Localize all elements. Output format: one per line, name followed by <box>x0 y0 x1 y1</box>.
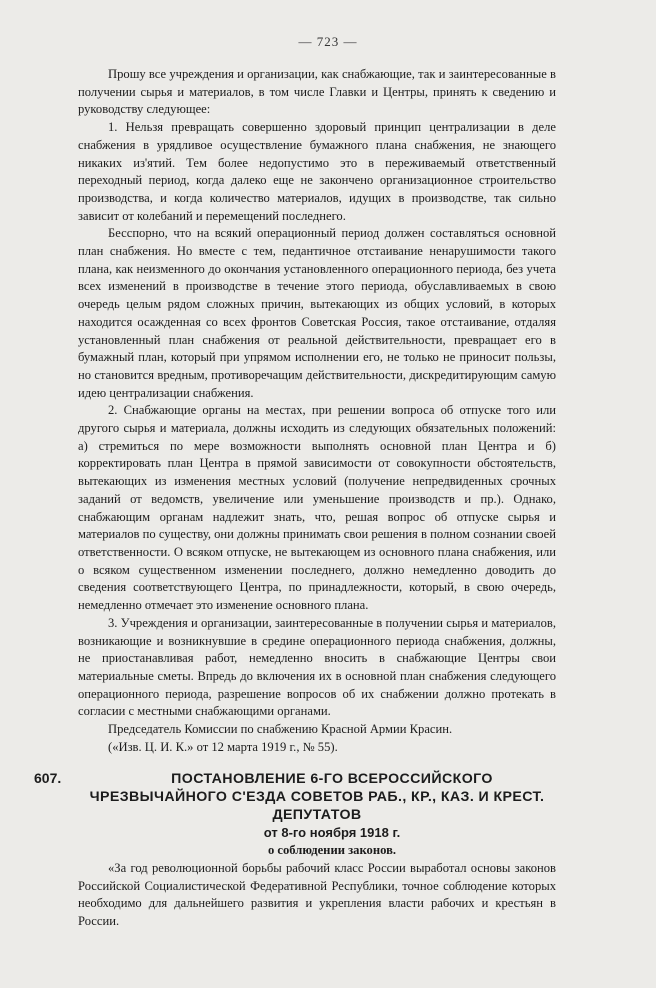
document-body <box>34 66 556 931</box>
intro-paragraph: Прошу все учреждения и организации, как снабжающие, так и заинтересованные в получении сырья и материалов, в том числе Главки и Центры, принять к сведению и руководству следующее: <box>78 67 556 117</box>
document-number: 607. <box>34 770 62 787</box>
paragraph-point-3: 3. Учреждения и организации, заинтересованные в получении сырья и материалов, возникающие и возникнувшие в средине операционного периода снабжения, должны, не приостанавливая работ, немедленно вносить в снабжающие Центры свои материальные сметы. Впредь до включения их в основной план снабжения следующего операционного периода, разрешение вопросов об их снабжении должно протекать в согласии с местными снабжающими органами. <box>78 615 556 719</box>
paragraph-point-1: 1. Нельзя превращать совершенно здоровый принцип централизации в деле снабжения в урядливое осуществление бумажного плана снабжения, не знающего никаких из'ятий. Тем более недопустимо это в переживаемый ответственный переходный период, когда далеко еще не закончено организационное строительство производства, и когда количество материалов, идущих в производстве, так сильно зависит от колебаний и перемещений последнего. <box>78 120 556 223</box>
signature: Председатель Комиссии по снабжению Красной Армии Красин. <box>108 722 453 737</box>
paragraph-plan: Бесспорно, что на всякий операционный период должен составляться основной план снабжения. Но вместе с тем, педантичное отстаивание ненарушимости такого плана, как неизменного до окончания установленного операционного периода, без учета всех изменений в производстве в течение этого периода, обуславливаемых в свою очередь целым рядом сложных причин, вытекающих из общих условий, в которых находится осажденная со всех фронтов Советская Россия, такое отстаивание, отдаляя установленный план снабжения от реальной действительности, превращает его в бумажный план, который при упрямом исполнении его, не только не приносит пользы, но становится вредным, противоречащим действительности, дискредитирующим самую идею централизации снабжения. <box>78 226 556 400</box>
decree-subject: о соблюдении законов. <box>267 843 397 858</box>
page-number: — 723 — <box>298 34 358 49</box>
decree-heading <box>34 770 556 859</box>
decree-date: от 8-го ноября 1918 г. <box>263 825 401 841</box>
source-citation: («Изв. Ц. И. К.» от 12 марта 1919 г., № 55). <box>108 739 338 754</box>
decree-body: «За год революционной борьбы рабочий класс России выработал основы законов Российской Социалистической Федеративной Республики, точное соблюдение которых необходимо для дальнейшего развития и укрепления власти рабочих и крестьян в России. <box>78 860 556 928</box>
decree-title: ПОСТАНОВЛЕНИЕ 6-ГО ВСЕРОССИЙСКОГО ЧРЕЗВЫЧАЙНОГО С'ЕЗДА СОВЕТОВ РАБ., КР., КАЗ. И КРЕСТ. ДЕПУТАТОВ <box>89 771 545 824</box>
paragraph-point-2: 2. Снабжающие органы на местах, при решении вопроса об отпуске того или другого сырья и материала, должны исходить из следующих обязательных положений: а) стремиться по мере возможности выполнять основной план Центра и б) корректировать план Центра в прямой зависимости от совокупности обстоятельств, вытекающих из изменения местных условий (получение непредвиденных срочных заданий от ведомств, увеличение или уменьшение производств и пр.). Однако, снабжающим органам надлежит знать, что, решая вопрос об отпуске сырья и материалов по существу, они должны принимать свои решения в полном сознании своей ответственности. О всяком отпуске, не вытекающем из основного плана снабжения, или о всяком существенном изменении последнего, должно немедленно доводить до сведения соответствующего Центра, по принадлежности, который, в свою очередь, немедленно отмечает это изменение основного плана. <box>78 403 556 613</box>
